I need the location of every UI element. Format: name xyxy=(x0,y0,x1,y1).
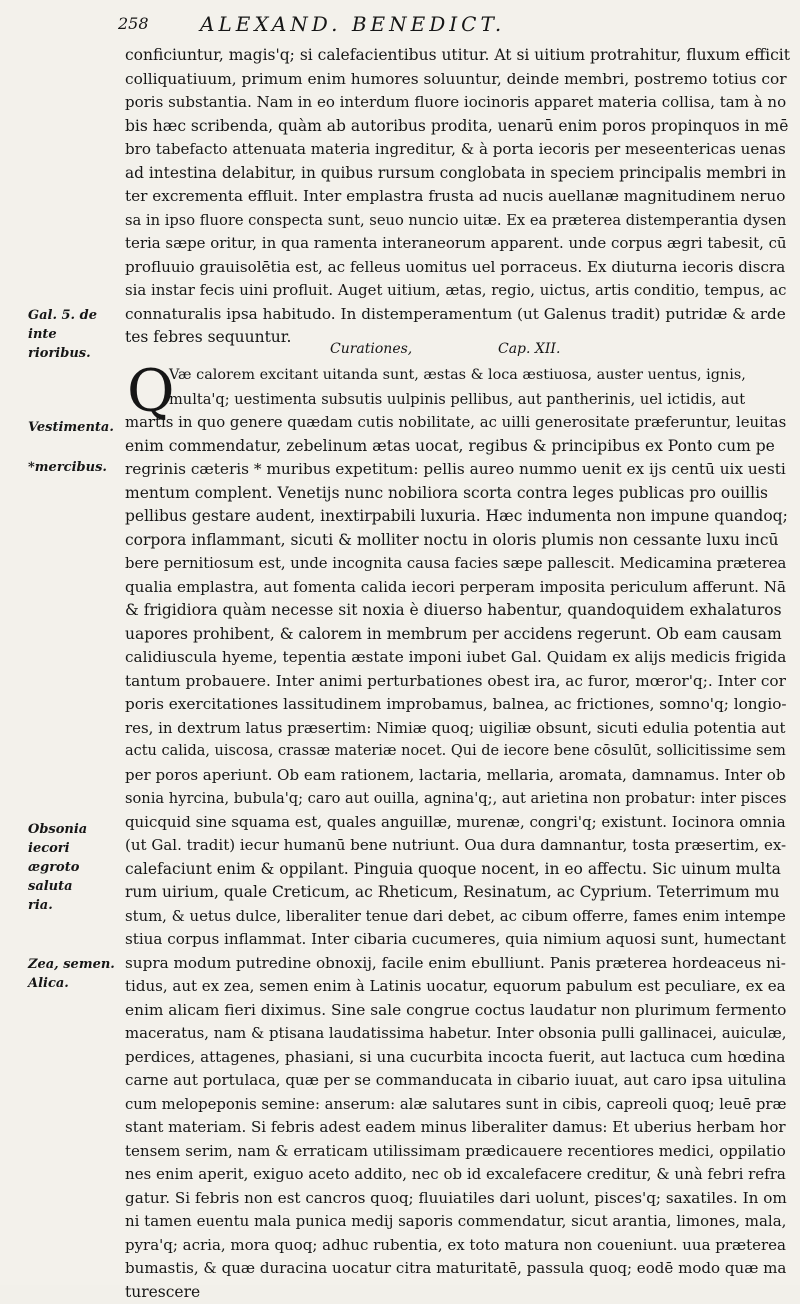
text-line: sa in ipso fluore conspecta sunt, seuo nuncio uitæ. Ex ea præterea distemperantia dysen xyxy=(125,209,790,233)
text-line: gatur. Si febris non est cancros quoq; fluuiatiles dari uolunt, pisces'q; saxatiles. In om xyxy=(125,1187,790,1211)
text-line: quicquid sine squama est, quales anguillæ, murenæ, congri'q; existunt. Iocinora omnia xyxy=(125,811,790,835)
folio-number: 258 xyxy=(118,4,149,44)
text-line: bro tabefacto attenuata materia ingreditur, & à porta iecoris per meseentericas uenas xyxy=(125,138,790,162)
text-line: tensem serim, nam & erraticam utilissimam prædicauere recentiores medici, oppilatio xyxy=(125,1140,790,1164)
text-line: connaturalis ipsa habitudo. In distemperamentum (ut Galenus tradit) putridæ & arde xyxy=(125,303,790,327)
margin-note-mercibus xyxy=(28,458,120,477)
margin-note-text: Zea, semen. Alica. xyxy=(28,957,115,991)
text-line: actu calida, uiscosa, crassæ materiæ nocet. Qui de iecore bene cōsulūt, sollicitissime sem xyxy=(125,740,790,764)
text-line: carne aut portulaca, quæ per se commanducata in cibario iuuat, aut caro ipsa uitulina xyxy=(125,1069,790,1093)
text-line: martis in quo genere quædam cutis nobilitate, ac uilli generositate præferuntur, leuitas xyxy=(125,411,790,435)
text-line: sonia hyrcina, bubula'q; caro aut ouilla, agnina'q;, aut arietina non probatur: inter pisces xyxy=(125,787,790,811)
text-line: profluuio grauisolētia est, ac felleus uomitus uel porraceus. Ex diuturna iecoris discra xyxy=(125,256,790,280)
text-line: ter excrementa effluit. Inter emplastra frusta ad nucis auellanæ magnitudinem neruo xyxy=(125,185,790,209)
text-line: bere pernitiosum est, unde incognita causa facies sæpe pallescit. Medicamina præterea xyxy=(125,552,790,576)
text-line: rum uirium, quale Creticum, ac Rheticum, Resinatum, ac Cyprium. Teterrimum mu xyxy=(125,881,790,905)
text-block-1 xyxy=(125,44,790,350)
text-line: mentum complent. Venetijs nunc nobiliora scorta contra leges publicas pro ouillis xyxy=(125,482,790,506)
text-line: poris substantia. Nam in eo interdum fluore iocinoris apparet materia collisa, tam à no xyxy=(125,91,790,115)
text-line: sia instar fecis uini profluit. Auget uitium, ætas, regio, uictus, artis conditio, tempus, ac xyxy=(125,279,790,303)
text-line: pellibus gestare audent, inextirpabili luxuria. Hæc indumenta non impune quandoq; xyxy=(125,505,790,529)
text-line: perdices, attagenes, phasiani, si una cucurbita incocta fuerit, aut lactuca cum hœdina xyxy=(125,1046,790,1070)
chapter-number: Cap. XII. xyxy=(498,341,560,357)
text-line: teria sæpe oritur, in qua ramenta interaneorum apparent. unde corpus ægri tabesit, cū xyxy=(125,232,790,256)
text-line: corpora inflammant, sicuti & molliter noctu in oloris plumis non cessante luxu incū xyxy=(125,529,790,553)
text-line: pyra'q; acria, mora quoq; adhuc rubentia, ex toto matura non coueniunt. uua præterea xyxy=(125,1234,790,1258)
drop-cap: Q xyxy=(127,362,175,420)
section-heading xyxy=(330,341,710,365)
text-line: Væ calorem excitant uitanda sunt, æstas & loca æstiuosa, auster uentus, ignis, xyxy=(125,364,790,388)
text-line: supra modum putredine obnoxij, facile enim ebulliunt. Panis præterea hordeaceus ni- xyxy=(125,952,790,976)
margin-note-gal-ref xyxy=(28,306,120,363)
text-line: per poros aperiunt. Ob eam rationem, lactaria, mellaria, aromata, damnamus. Inter ob xyxy=(125,764,790,788)
text-line: stiua corpus inflammat. Inter cibaria cucumeres, quia nimium aquosi sunt, humectant xyxy=(125,928,790,952)
text-line: maceratus, nam & ptisana laudatissima habetur. Inter obsonia pulli gallinacei, auiculæ, xyxy=(125,1022,790,1046)
text-line: calidiuscula hyeme, tepentia æstate imponi iubet Gal. Quidam ex alijs medicis frigida xyxy=(125,646,790,670)
text-line: tidus, aut ex zea, semen enim à Latinis uocatur, equorum pabulum est peculiare, ex ea xyxy=(125,975,790,999)
margin-note-text: Vestimenta. xyxy=(28,420,114,435)
text-line: enim commendatur, zebelinum ætas uocat, regibus & principibus ex Ponto cum pe xyxy=(125,435,790,459)
text-line: ad intestina delabitur, in quibus rursum conglobata in speciem principalis membri in xyxy=(125,162,790,186)
text-line: enim alicam fieri diximus. Sine sale congrue coctus laudatur non plurimum fermento xyxy=(125,999,790,1023)
text-line: stant materiam. Si febris adest eadem minus liberaliter damus: Et uberius herbam hor xyxy=(125,1116,790,1140)
margin-note-text: Obsonia iecori ægroto saluta ria. xyxy=(28,822,87,913)
text-line: colliquatiuum, primum enim humores soluuntur, deinde membri, postremo totius cor xyxy=(125,68,790,92)
margin-note-vestimenta xyxy=(28,418,120,437)
text-line: nes enim aperit, exiguo aceto addito, nec ob id excalefacere creditur, & unà febri refra xyxy=(125,1163,790,1187)
text-line: poris exercitationes lassitudinem improbamus, balnea, ac frictiones, somno'q; longio- xyxy=(125,693,790,717)
text-line: tes febres sequuntur. xyxy=(125,326,790,350)
text-line: res, in dextrum latus præsertim: Nimiæ quoq; uigiliæ obsunt, sicuti edulia potentia aut xyxy=(125,717,790,741)
running-head: ALEXAND. BENEDICT. xyxy=(200,4,505,44)
text-line: calefaciunt enim & oppilant. Pinguia quoque nocent, in eo affectu. Sic uinum multa xyxy=(125,858,790,882)
text-line: & frigidiora quàm necesse sit noxia è diuerso habentur, quandoquidem exhalaturos xyxy=(125,599,790,623)
text-line: tantum probauere. Inter animi perturbationes obest ira, ac furor, mœror'q;. Inter cor xyxy=(125,670,790,694)
text-line: (ut Gal. tradit) iecur humanū bene nutriunt. Oua dura damnantur, tosta præsertim, ex- xyxy=(125,834,790,858)
section-title: Curationes, xyxy=(330,341,412,357)
page-header xyxy=(118,4,788,44)
text-line: ni tamen euentu mala punica medij saporis commendatur, sicut arantia, limones, mala, xyxy=(125,1210,790,1234)
text-line: multa'q; uestimenta subsutis uulpinis pellibus, aut pantherinis, uel ictidis, aut xyxy=(125,388,790,412)
text-line: regrinis cæteris * muribus expetitum: pellis aureo nummo uenit ex ijs centū uix uesti xyxy=(125,458,790,482)
margin-note-zea xyxy=(28,955,120,993)
text-line: qualia emplastra, aut fomenta calida iecori perperam imposita periculum afferunt. Nā xyxy=(125,576,790,600)
text-block-2 xyxy=(125,364,790,1304)
text-line: bis hæc scribenda, quàm ab autoribus prodita, uenarū enim poros propinquos in mē xyxy=(125,115,790,139)
text-line: uapores prohibent, & calorem in membrum per accidens regerunt. Ob eam causam xyxy=(125,623,790,647)
text-line: bumastis, & quæ duracina uocatur citra maturitatē, passula quoq; eodē modo quæ ma xyxy=(125,1257,790,1281)
text-line: turescere xyxy=(125,1281,790,1304)
margin-note-text: Gal. 5. de inte rioribus. xyxy=(28,308,97,361)
margin-note-text: *mercibus. xyxy=(28,460,107,475)
text-line: conficiuntur, magis'q; si calefacientibus utitur. At si uitium protrahitur, fluxum efficit xyxy=(125,44,790,68)
text-line: cum melopeponis semine: anserum: alæ salutares sunt in cibis, capreoli quoq; leuē præ xyxy=(125,1093,790,1117)
text-line: stum, & uetus dulce, liberaliter tenue dari debet, ac cibum offerre, fames enim intempe xyxy=(125,905,790,929)
margin-note-obsonia xyxy=(28,820,120,915)
